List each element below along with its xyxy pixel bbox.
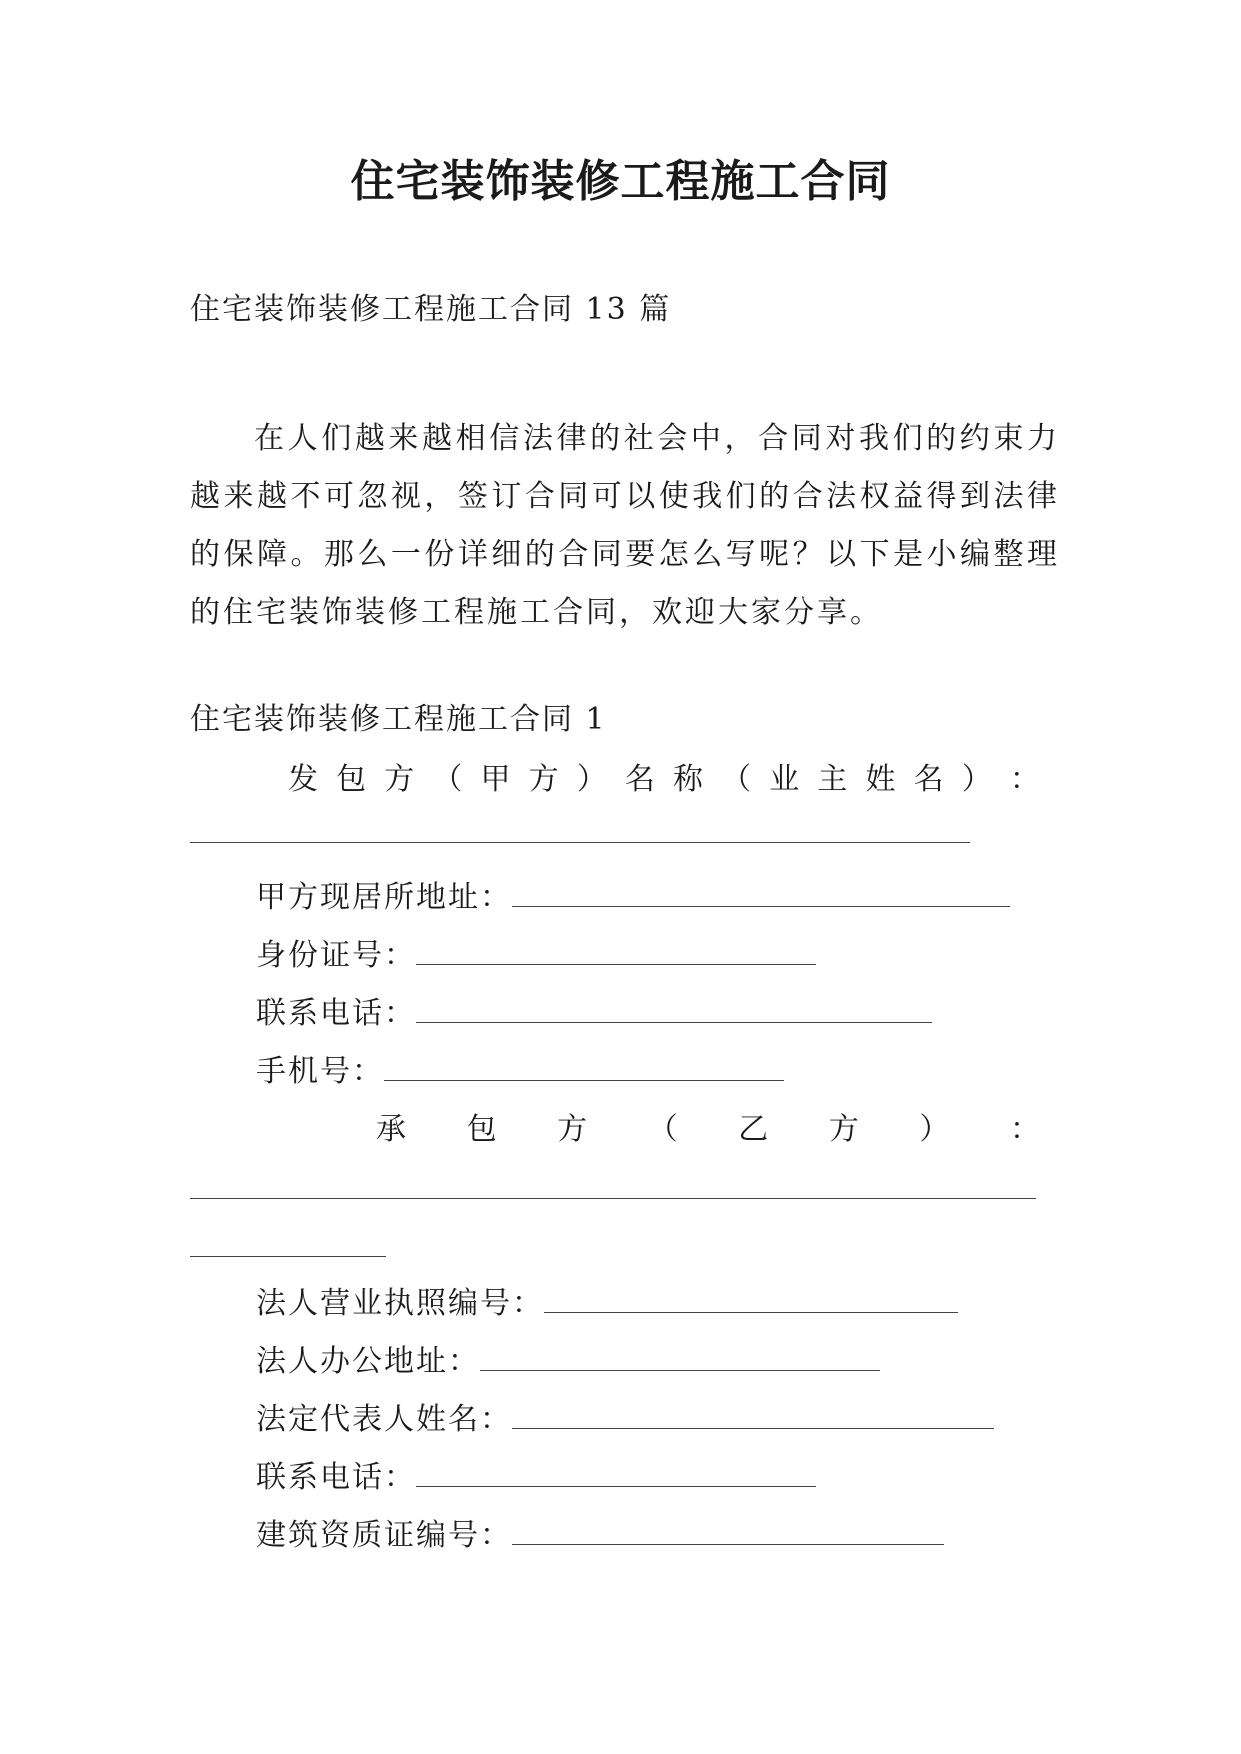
intro-text: 在人们越来越相信法律的社会中，合同对我们的约束力越来越不可忽视，签订合同可以使我们的合法权益得到法律的保障。那么一份详细的合同要怎么写呢？以下是小编整理的住宅装饰装修工程施工合同，欢迎大家分享。 <box>190 421 1060 630</box>
party-b-license-field <box>256 1282 958 1324</box>
phone-blank[interactable] <box>416 992 932 1023</box>
heading-char: ： <box>1009 1112 1040 1147</box>
heading-char: 方 <box>528 762 559 797</box>
heading-char: 发 <box>288 762 318 797</box>
field-label: 法人营业执照编号： <box>256 1286 544 1321</box>
party-b-office-field <box>256 1340 880 1382</box>
heading-char: （ <box>721 762 752 797</box>
phone-blank[interactable] <box>416 1456 816 1487</box>
section-heading: 住宅装饰装修工程施工合同 1 <box>190 702 607 737</box>
field-label: 身份证号： <box>256 938 416 973</box>
party-a-mobile-field <box>256 1050 784 1092</box>
party-b-heading <box>376 1110 1040 1150</box>
party-b-name-blank-line2[interactable] <box>190 1256 386 1257</box>
representative-blank[interactable] <box>512 1398 994 1429</box>
party-b-name-blank-line1[interactable] <box>190 1198 1036 1199</box>
party-b-representative-field <box>256 1398 994 1440</box>
office-address-blank[interactable] <box>480 1340 880 1371</box>
heading-char: 方 <box>384 762 415 797</box>
heading-char: 名 <box>624 762 655 797</box>
field-label: 联系电话： <box>256 1460 416 1495</box>
party-a-name-blank[interactable] <box>190 842 970 843</box>
party-a-heading <box>288 760 1040 800</box>
heading-char: ） <box>576 762 607 797</box>
heading-char: 包 <box>336 762 367 797</box>
heading-char: 乙 <box>738 1112 769 1147</box>
heading-char: 业 <box>769 762 800 797</box>
heading-char: 主 <box>817 762 848 797</box>
heading-char: 甲 <box>480 762 511 797</box>
heading-char: ） <box>919 1112 950 1147</box>
party-b-qualification-field <box>256 1514 944 1556</box>
field-label: 联系电话： <box>256 996 416 1031</box>
field-label: 法人办公地址： <box>256 1344 480 1379</box>
heading-char: 包 <box>466 1112 497 1147</box>
heading-char: ： <box>1009 762 1040 797</box>
party-a-id-field <box>256 934 816 976</box>
document-subtitle: 住宅装饰装修工程施工合同 13 篇 <box>190 292 672 327</box>
heading-char: （ <box>647 1112 678 1147</box>
heading-char: 名 <box>913 762 944 797</box>
heading-char: 称 <box>673 762 703 797</box>
field-label: 甲方现居所地址： <box>256 880 512 915</box>
heading-char: 承 <box>376 1112 406 1147</box>
license-blank[interactable] <box>544 1282 958 1313</box>
mobile-blank[interactable] <box>384 1050 784 1081</box>
field-label: 法定代表人姓名： <box>256 1402 512 1437</box>
field-label: 建筑资质证编号： <box>256 1518 512 1553</box>
party-a-address-field <box>256 876 1010 918</box>
intro-paragraph <box>190 410 1060 642</box>
qualification-blank[interactable] <box>512 1514 944 1545</box>
heading-char: 姓 <box>865 762 896 797</box>
heading-char: 方 <box>828 1112 859 1147</box>
party-b-phone-field <box>256 1456 816 1498</box>
heading-char: 方 <box>557 1112 588 1147</box>
address-blank[interactable] <box>512 876 1010 907</box>
field-label: 手机号： <box>256 1054 384 1089</box>
party-a-phone-field <box>256 992 932 1034</box>
heading-char: ） <box>961 762 992 797</box>
heading-char: （ <box>432 762 463 797</box>
document-title: 住宅装饰装修工程施工合同 <box>350 156 891 207</box>
id-number-blank[interactable] <box>416 934 816 965</box>
